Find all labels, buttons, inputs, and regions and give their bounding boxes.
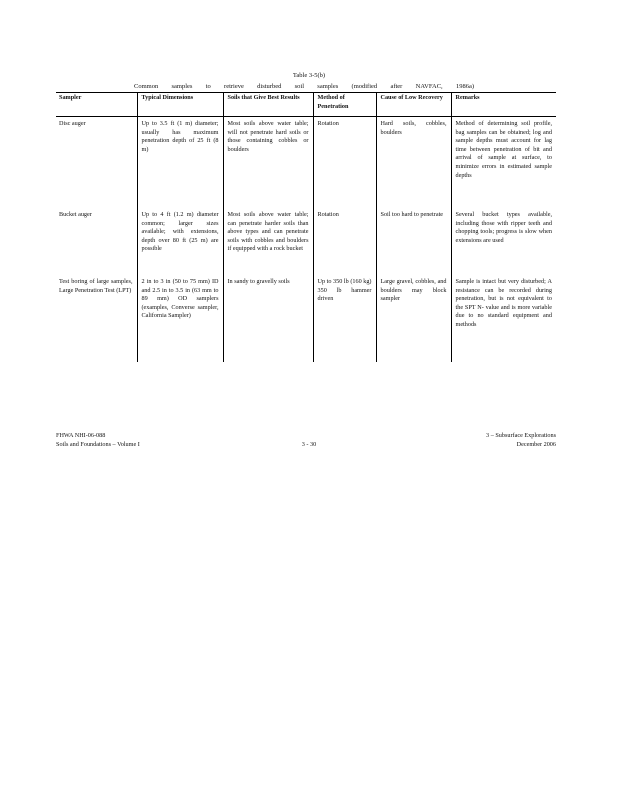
- cell-best-soils: Most soils above water table; can penetrate harder soils than above types and can penetrate soils with cobbles and boulders if equipped with a rock bucket: [223, 208, 313, 275]
- cell-dimensions: Up to 4 ft (1.2 m) diameter common; larger sizes available; with extensions, depth over 80 ft (25 m) are possible: [137, 208, 223, 275]
- cell-best-soils: In sandy to gravelly soils: [223, 275, 313, 362]
- header-typical-dimensions: Typical Dimensions: [137, 93, 223, 117]
- table-title: Table 3-5(b): [292, 72, 326, 79]
- cell-sampler: Bucket auger: [59, 211, 92, 218]
- table-caption: Common samples to retrieve disturbed soil samples (modified after NAVFAC, 1986a): [134, 83, 474, 90]
- cell-method: Rotation: [313, 117, 376, 209]
- cell-dimensions: Up to 3.5 ft (1 m) diameter; usually has maximum penetration depth of 25 ft (8 m): [137, 117, 223, 209]
- cell-sampler: Test boring of large samples, Large Penetration Test (LPT): [59, 278, 133, 294]
- cell-remarks: Sample is intact but very disturbed; A resistance can be recorded during penetration, but is not equivalent to the SPT N- value and is more variable due to no standard equipment and methods: [451, 275, 556, 362]
- table-row: [56, 208, 556, 275]
- footer-chapter: 3 – Subsurface Explorations: [486, 432, 556, 439]
- footer-publication-id: FHWA NHI-06-088: [56, 432, 106, 439]
- footer-document-title: Soils and Foundations – Volume I: [56, 441, 140, 448]
- cell-remarks: Method of determining soil profile, bag samples can be obtained; log and sample depths must account for lag time between penetration of bit and arrival of sample at surface, to minimize errors in estimated sample depths: [451, 117, 556, 209]
- cell-low-recovery: Hard soils, cobbles, boulders: [376, 117, 451, 209]
- samplers-table: [56, 92, 556, 362]
- cell-remarks: Several bucket types available, including those with ripper teeth and chopping tools; progress is slow when extensions are used: [451, 208, 556, 275]
- cell-low-recovery: Large gravel, cobbles, and boulders may block sampler: [376, 275, 451, 362]
- footer-page-number: 3 - 30: [301, 441, 317, 448]
- header-method-of-penetration: Method of Penetration: [313, 93, 376, 117]
- table-row: [56, 275, 556, 362]
- table-row: [56, 117, 556, 209]
- header-sampler: Sampler: [56, 93, 137, 117]
- table-header-row: [56, 93, 556, 117]
- cell-method: Rotation: [313, 208, 376, 275]
- cell-low-recovery: Soil too hard to penetrate: [376, 208, 451, 275]
- header-remarks: Remarks: [451, 93, 556, 117]
- header-best-soils: Soils that Give Best Results: [223, 93, 313, 117]
- cell-sampler: Disc auger: [59, 120, 86, 127]
- footer-date: December 2006: [516, 441, 556, 448]
- cell-best-soils: Most soils above water table; will not penetrate hard soils or those containing cobbles or boulders: [223, 117, 313, 209]
- cell-method: Up to 350 lb (160 kg) 350 lb hammer driven: [313, 275, 376, 362]
- cell-dimensions: 2 in to 3 in (50 to 75 mm) ID and 2.5 in to 3.5 in (63 mm to 89 mm) OD samplers (examples, Converse sampler, California Sampler): [137, 275, 223, 362]
- header-cause-of-low-recovery: Cause of Low Recovery: [376, 93, 451, 117]
